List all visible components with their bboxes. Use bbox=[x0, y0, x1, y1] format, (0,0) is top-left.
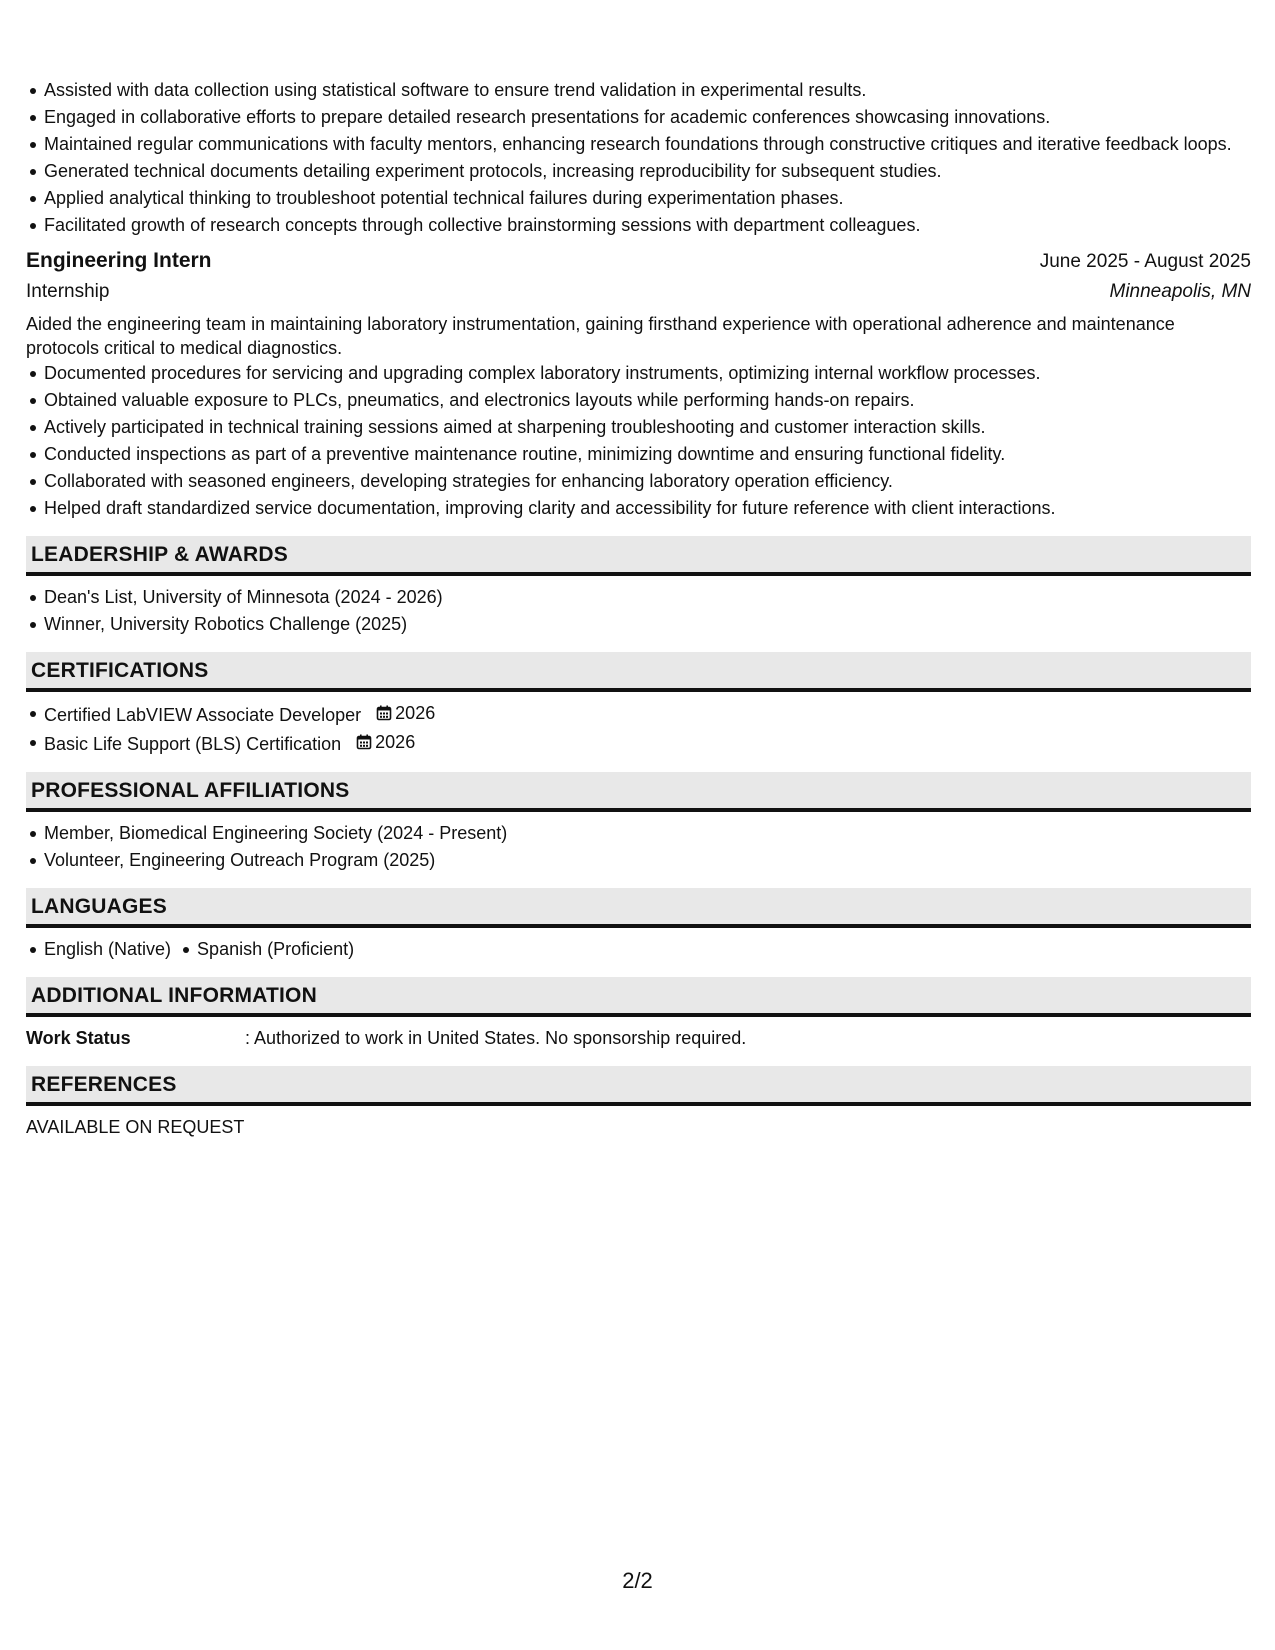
affiliations-list bbox=[26, 821, 1251, 872]
prev-job-bullets bbox=[26, 78, 1251, 237]
section-heading-additional: ADDITIONAL INFORMATION bbox=[26, 977, 1251, 1017]
job-location: Minneapolis, MN bbox=[1109, 281, 1251, 302]
work-status-label: Work Status bbox=[26, 1028, 131, 1048]
certification-name: Certified LabVIEW Associate Developer bbox=[44, 705, 362, 725]
job-header bbox=[26, 247, 1251, 276]
section-heading-certifications: CERTIFICATIONS bbox=[26, 652, 1251, 692]
language-item: Spanish (Proficient) bbox=[197, 939, 355, 959]
job-subheader bbox=[26, 278, 1251, 306]
list-item: Helped draft standardized service documentation, improving clarity and accessibility for future reference with client interactions. bbox=[44, 496, 1251, 520]
section-heading-references: REFERENCES bbox=[26, 1066, 1251, 1106]
work-status-row bbox=[26, 1026, 1251, 1050]
certification-year: 2026 bbox=[375, 732, 416, 752]
certifications-list bbox=[26, 701, 1251, 756]
list-item: Winner, University Robotics Challenge (2025) bbox=[44, 612, 1251, 636]
certification-year: 2026 bbox=[395, 703, 436, 723]
list-item: Generated technical documents detailing experiment protocols, increasing reproducibility for subsequent studies. bbox=[44, 159, 1251, 183]
references-text: AVAILABLE ON REQUEST bbox=[26, 1117, 245, 1137]
page-number: 2/2 bbox=[622, 1568, 653, 1593]
job-title: Engineering Intern bbox=[26, 249, 212, 272]
list-item: Documented procedures for servicing and upgrading complex laboratory instruments, optimizing internal workflow processes. bbox=[44, 361, 1251, 385]
resume-page bbox=[26, 78, 1251, 1139]
list-item: Member, Biomedical Engineering Society (2024 - Present) bbox=[44, 821, 1251, 845]
work-status-value: : Authorized to work in United States. No sponsorship required. bbox=[245, 1028, 747, 1048]
list-item: Actively participated in technical training sessions aimed at sharpening troubleshooting and customer interaction skills. bbox=[44, 415, 1251, 439]
job-type: Internship bbox=[26, 281, 110, 302]
leadership-list bbox=[26, 585, 1251, 636]
job-summary: Aided the engineering team in maintaining laboratory instrumentation, gaining firsthand experience with operational adherence and maintenance protocols critical to medical diagnostics. bbox=[26, 314, 1175, 358]
list-item: Collaborated with seasoned engineers, developing strategies for enhancing laboratory operation efficiency. bbox=[44, 469, 1251, 493]
list-item: Dean's List, University of Minnesota (2024 - 2026) bbox=[44, 585, 1251, 609]
language-item: English (Native) bbox=[44, 939, 172, 959]
list-item: Maintained regular communications with faculty mentors, enhancing research foundations through constructive critiques and iterative feedback loops. bbox=[44, 132, 1251, 156]
list-item: Facilitated growth of research concepts through collective brainstorming sessions with department colleagues. bbox=[44, 213, 1251, 237]
certification-item bbox=[44, 701, 1251, 727]
list-item: Assisted with data collection using statistical software to ensure trend validation in experimental results. bbox=[44, 78, 1251, 102]
job-dates: June 2025 - August 2025 bbox=[1039, 251, 1251, 272]
list-item: Volunteer, Engineering Outreach Program (2025) bbox=[44, 848, 1251, 872]
section-heading-affiliations: PROFESSIONAL AFFILIATIONS bbox=[26, 772, 1251, 812]
languages-list bbox=[26, 937, 1251, 961]
list-item: Engaged in collaborative efforts to prepare detailed research presentations for academic conferences showcasing innovations. bbox=[44, 105, 1251, 129]
job-bullets bbox=[26, 361, 1251, 520]
calendar-icon bbox=[376, 705, 392, 721]
section-heading-leadership: LEADERSHIP & AWARDS bbox=[26, 536, 1251, 576]
calendar-icon bbox=[356, 734, 372, 750]
list-item: Obtained valuable exposure to PLCs, pneumatics, and electronics layouts while performing hands-on repairs. bbox=[44, 388, 1251, 412]
certification-name: Basic Life Support (BLS) Certification bbox=[44, 734, 342, 754]
list-item: Conducted inspections as part of a preventive maintenance routine, minimizing downtime and ensuring functional fidelity. bbox=[44, 442, 1251, 466]
section-heading-languages: LANGUAGES bbox=[26, 888, 1251, 928]
certification-item bbox=[44, 730, 1251, 756]
list-item: Applied analytical thinking to troubleshoot potential technical failures during experimentation phases. bbox=[44, 186, 1251, 210]
